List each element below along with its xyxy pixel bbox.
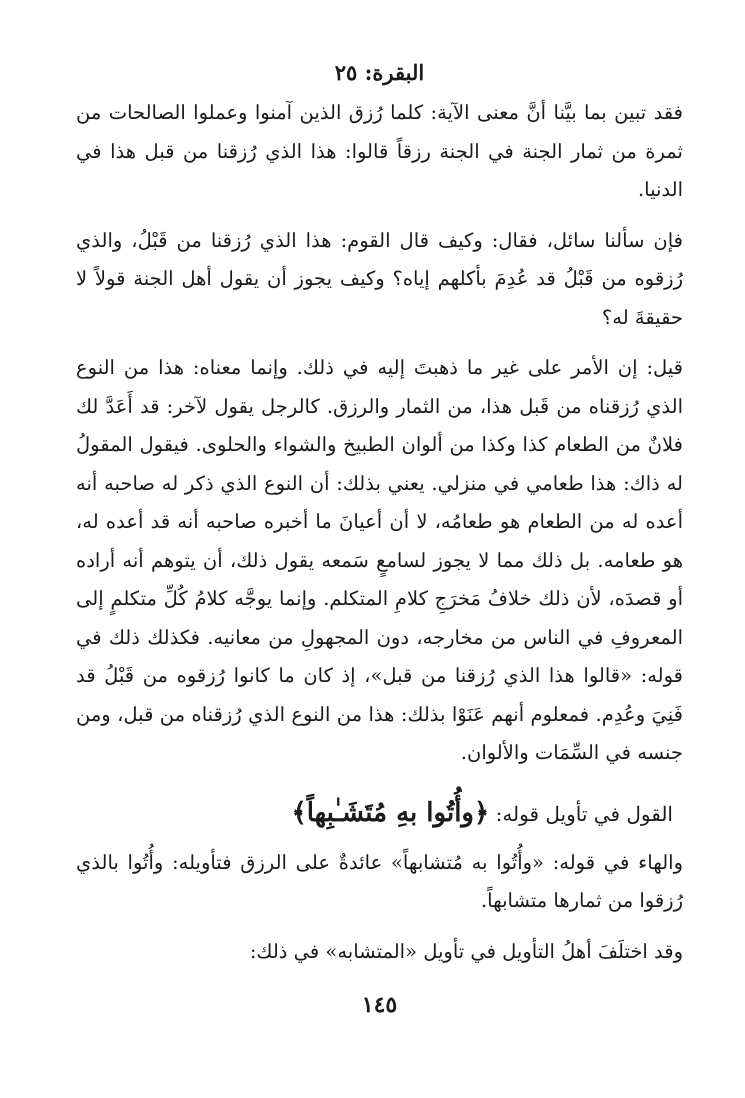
section-heading-quote: ﴿وأُتُوا بهِ مُتَشَـٰبِهاً﴾ <box>291 797 490 828</box>
paragraph-1: فقد تبين بما بيَّنا أنَّ معنى الآية: كلما رُزق الذين آمنوا وعملوا الصالحات من ثمرة من ثمار الجنة في الجنة رزقاً قالوا: هذا الذي رُزقنا من قبل هذا في الدنيا. <box>76 101 683 201</box>
section-heading-intro: القول في تأويل قوله: <box>495 801 673 826</box>
paragraph-4: والهاء في قوله: «وأُتُوا به مُتشابهاً» عائدةٌ على الرزق فتأويله: وأُتُوا بالذي رُزقوا من ثمارها متشابهاً. <box>76 850 683 912</box>
section-heading <box>76 791 683 836</box>
paragraph-3: قيل: إن الأمر على غير ما ذهبتَ إليه في ذلك. وإنما معناه: هذا من النوع الذي رُزقناه من قَبل هذا، من الثمار والرزق. كالرجل يقول لآخر: قد أَعَدَّ لك فلانٌ من الطعام كذا وكذا من ألوان الطبيخ والشواء والحلوى. فيقول المقولُ له ذاك: هذا طعامي في منزلي. يعني بذلك: أن النوع الذي ذكر له صاحبه أنه أعده له من الطعام هو طعامُه، لا أن أعيانَ ما أخبره صاحبه أنه قد أعده له، هو طعامه. بل ذلك مما لا يجوز لسامعٍ سَمعه يقول ذلك، أن يتوهم أنه أراده أو قصدَه، لأن ذلك خلافُ مَخرَجِ كلامِ المتكلم. وإنما يوجَّه كلامُ كُلِّ متكلمٍ إلى المعروفِ في الناس من مخارجه، دون المجهولِ من معانيه. فكذلك ذلك في قوله: «قالوا هذا الذي رُزقنا من قبل»، إذ كان ما كانوا رُزقوه من قَبْلُ قد فَنِيَ وعُدِم. فمعلوم أنهم عَنَوْا بذلك: هذا من النوع الذي رُزقناه من قبل، ومن جنسه في السِّمَات والألوان. <box>76 356 683 764</box>
running-header: البقرة: ٢٥ <box>334 60 425 85</box>
paragraph-5: وقد اختلَفَ أهلُ التأويل في تأويل «المتشابه» في ذلك: <box>249 939 683 963</box>
page-number: ١٤٥ <box>361 992 398 1018</box>
paragraph-2: فإن سألنا سائل، فقال: وكيف قال القوم: هذا الذي رُزقنا من قَبْلُ، والذي رُزقوه من قَبْلُ قد عُدِمَ بأكلهم إياه؟ وكيف يجوز أن يقول أهل الجنة قولاً لا حقيقةَ له؟ <box>76 228 683 329</box>
